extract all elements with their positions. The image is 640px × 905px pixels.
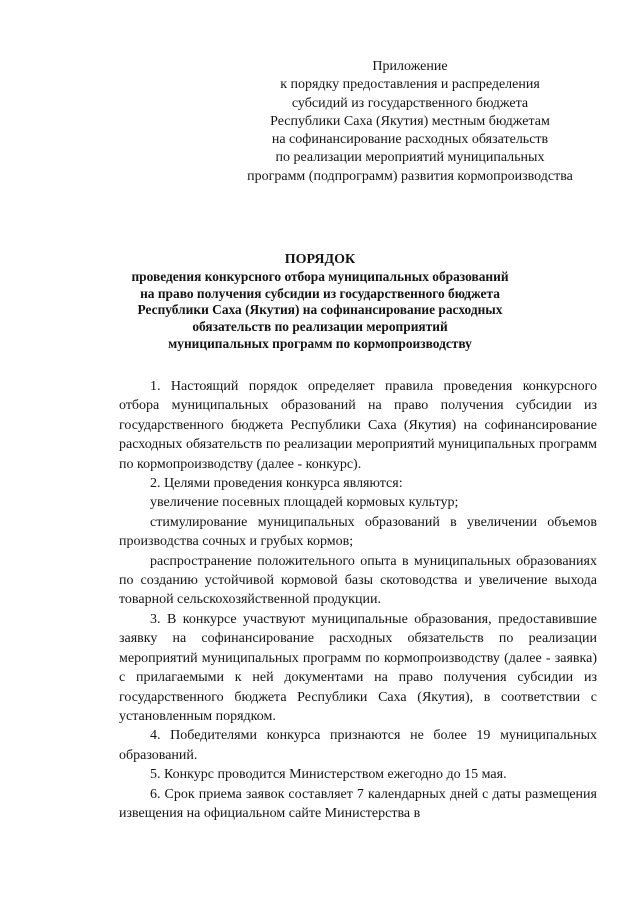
title-line: муниципальных программ по кормопроизводству [168,335,472,351]
paragraph-1: 1. Настоящий порядок определяет правила проведения конкурсного отбора муниципальных образований на право получения субсидии из государственного бюджета Республики Саха (Якутия) на софинансирование расходных обязательств по реализации мероприятий муниципальных программ по кормопроизводству (далее - конкурс). [119,379,597,472]
paragraph-2: 2. Целями проведения конкурса являются: [150,476,403,492]
title-line: на право получения субсидии из государственного бюджета [140,285,500,301]
document-title [90,252,550,353]
title-line: обязательств по реализации мероприятий [192,319,448,335]
paragraph-6: 6. Срок приема заявок составляет 7 календарных дней с даты размещения извещения на официальном сайте Министерства в [119,786,597,821]
appendix-line: Приложение [372,59,448,74]
appendix-line: субсидий из государственного бюджета [291,95,529,111]
appendix-line: Республики Саха (Якутия) местным бюджетам [270,113,550,129]
paragraph-goal-3: распространение положительного опыта в муниципальных образованиях по созданию устойчивой кормовой базы скотоводства и увеличение выхода товарной сельскохозяйственной продукции. [119,553,597,608]
appendix-line: к порядку предоставления и распределения [280,77,540,93]
title-line: Республики Саха (Якутия) на софинансирование расходных [137,302,503,318]
paragraph-goal-1: увеличение посевных площадей кормовых культур; [150,495,459,511]
document-body [119,377,597,823]
paragraph-4: 4. Победителями конкурса признаются не более 19 муниципальных образований. [119,728,597,763]
appendix-block [230,58,590,186]
appendix-line: на софинансирование расходных обязательств [271,132,549,148]
paragraph-3: 3. В конкурсе участвуют муниципальные образования, предоставившие заявку на софинансирование расходных обязательств по реализации мероприятий муниципальных программ по кормопроизводству (далее - заявка) с прилагаемыми к ней документами на право получения субсидии из государственного бюджета Республики Саха (Якутия), в соответствии с установленным порядком. [119,611,597,724]
paragraph-goal-2: стимулирование муниципальных образований в увеличении объемов производства сочных и грубых кормов; [119,514,597,550]
title-line: проведения конкурсного отбора муниципальных образований [131,268,509,284]
appendix-line: программ (подпрограмм) развития кормопроизводства [247,168,573,184]
title-heading: ПОРЯДОК [284,252,356,267]
appendix-line: по реализации мероприятий муниципальных [275,150,545,166]
paragraph-5: 5. Конкурс проводится Министерством ежегодно до 15 мая. [150,767,507,783]
